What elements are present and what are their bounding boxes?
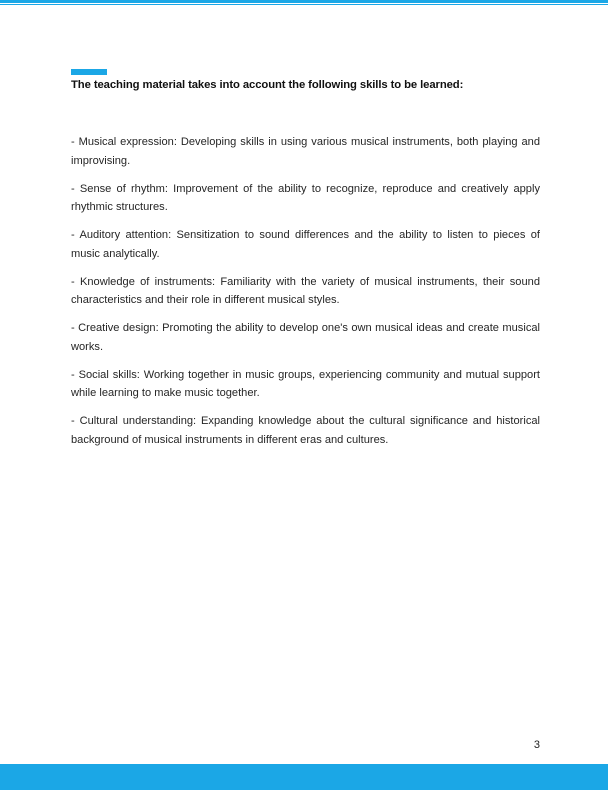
skills-list <box>71 133 540 459</box>
skill-item-sense-of-rhythm: - Sense of rhythm: Improvement of the ability to recognize, reproduce and creatively apply rhythmic structures. <box>71 182 540 213</box>
skill-item-creative-design: - Creative design: Promoting the ability to develop one's own musical ideas and create musical works. <box>71 322 540 353</box>
skill-item-social-skills: - Social skills: Working together in music groups, experiencing community and mutual support while learning to make music together. <box>71 368 540 399</box>
section-heading: The teaching material takes into account the following skills to be learned: <box>71 79 464 91</box>
top-border-thick <box>0 0 608 3</box>
top-border-thin <box>0 4 608 5</box>
heading-accent-bar <box>71 69 107 75</box>
skill-item-auditory-attention: - Auditory attention: Sensitization to sound differences and the ability to listen to pieces of music analytically. <box>71 229 540 260</box>
footer-band <box>0 764 608 790</box>
page-number: 3 <box>533 739 540 751</box>
skill-item-musical-expression: - Musical expression: Developing skills in using various musical instruments, both playing and improvising. <box>71 136 540 167</box>
skill-item-cultural-understanding: - Cultural understanding: Expanding knowledge about the cultural significance and historical background of musical instruments in different eras and cultures. <box>71 415 540 446</box>
skill-item-knowledge-of-instruments: - Knowledge of instruments: Familiarity with the variety of musical instruments, their sound characteristics and their role in different musical styles. <box>71 275 540 306</box>
